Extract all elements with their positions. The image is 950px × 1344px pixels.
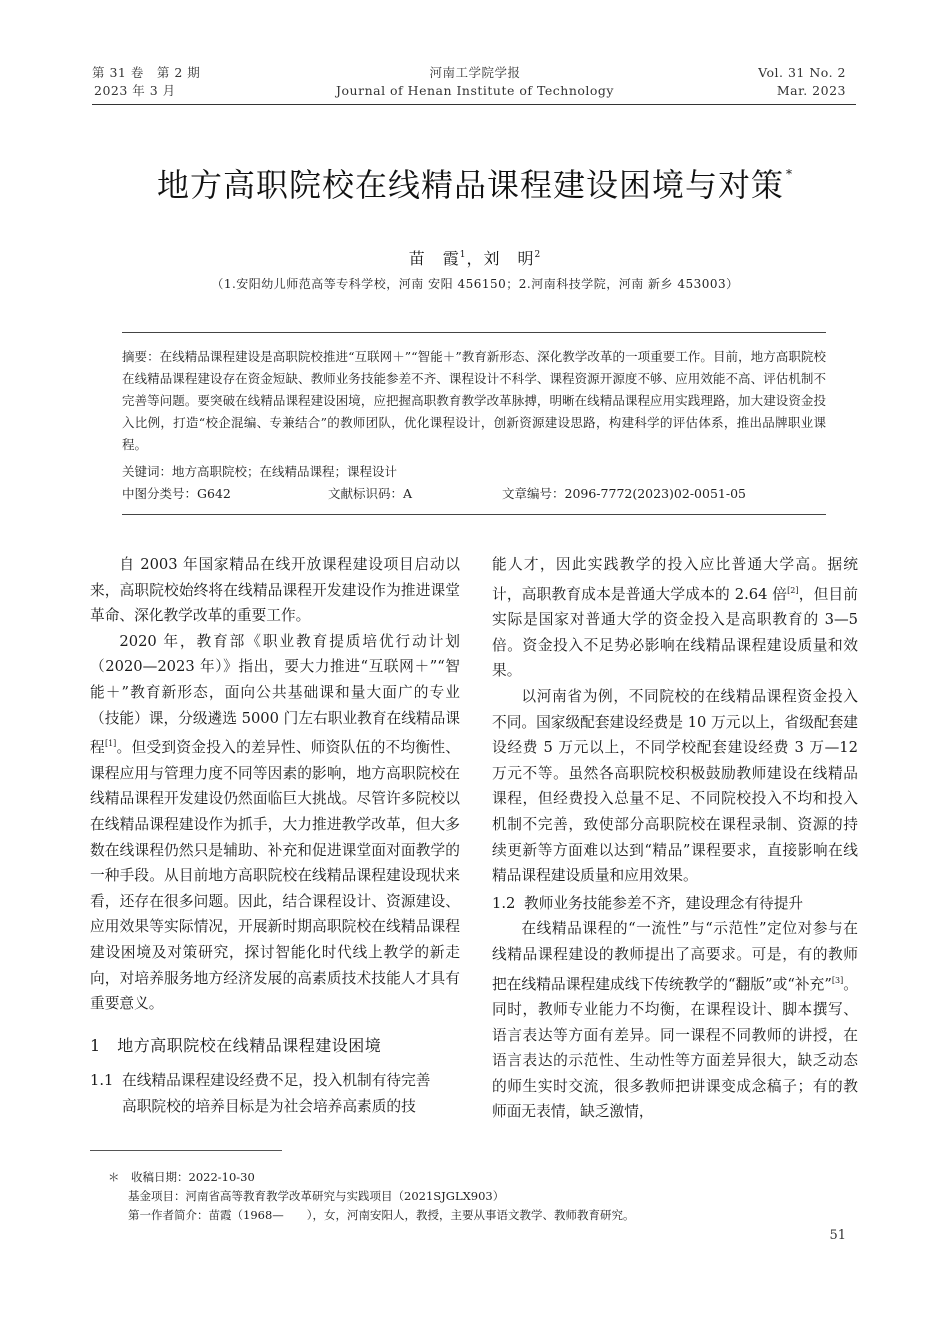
footnote-divider <box>90 1150 282 1151</box>
header-divider <box>92 104 856 105</box>
document-code: 文献标识码：A <box>328 486 413 501</box>
volume-issue-en: Vol. 31 No. 2 <box>758 65 846 80</box>
title-footnote-mark: * <box>786 167 793 181</box>
author-2: 刘 明 <box>483 249 535 268</box>
subsection-heading-1-1: 1.1 在线精品课程建设经费不足，投入机制有待完善 <box>90 1072 431 1090</box>
citation-ref: [2] <box>787 585 799 595</box>
abstract: 摘要：在线精品课程建设是高职院校推进“互联网＋”“智能＋”教育新形态、深化教学改革的一项重要工作。目前，地方高职院校在线精品课程建设存在资金短缺、教师业务技能参差不齐、课程设计不科学、课程资源开源度不够、应用效能不高、评估机制不完善等问题。要突破在线精品课程建设困境，应把握高职教育教学改革脉搏，明晰在线精品课程应用实践理路，加大建设资金投入比例，打造“校企混编、专兼结合”的教师团队，优化课程设计，创新资源建设思路，构建科学的评估体系，推出品牌职业课程。 <box>122 349 826 452</box>
author-1-affil-mark: 1 <box>459 250 467 260</box>
section-heading-1: 1 地方高职院校在线精品课程建设困境 <box>90 1035 382 1055</box>
subsection-heading-1-2: 1.2 教师业务技能参差不齐，建设理念有待提升 <box>492 894 804 912</box>
affiliations: （1.安阳幼儿师范高等专科学校，河南 安阳 456150；2.河南科技学院，河南 新乡 453003） <box>211 277 739 291</box>
paragraph: 高职院校的培养目标是为社会培养高素质的技 <box>122 1097 416 1115</box>
body-column-right <box>492 552 858 1125</box>
footnote-author-bio: 第一作者简介：苗霞（1968— ），女，河南安阳人，教授，主要从事语文教学、教师教育研究。 <box>128 1208 635 1222</box>
publication-date: 2023 年 3 月 <box>94 83 176 98</box>
paragraph: 自 2003 年国家精品在线开放课程建设项目启动以来，高职院校始终将在线精品课程开发建设作为推进课堂革命、深化教学改革的重要工作。 <box>90 556 460 625</box>
page-number: 51 <box>829 1228 846 1243</box>
volume-issue: 第 31 卷 第 2 期 <box>92 65 201 80</box>
article-number: 文章编号：2096-7772(2023)02-0051-05 <box>502 486 746 501</box>
author-2-affil-mark: 2 <box>534 250 542 260</box>
journal-name-cn: 河南工学院学报 <box>429 65 521 80</box>
citation-ref: [3] <box>831 975 844 985</box>
body-column-left <box>90 552 460 1119</box>
paragraph: 能人才，因此实践教学的投入应比普通大学高。据统计，高职教育成本是普通大学成本的 2.64 倍[2]，但目前实际是国家对普通大学的资金投入是高职教育的 3—5 倍。资金投入不足势必影响在线精品课程建设质量和效果。 <box>492 556 858 680</box>
footnote-fund: 基金项目：河南省高等教育教学改革研究与实践项目（2021SJGLX903） <box>128 1189 505 1203</box>
paper-title-text: 地方高职院校在线精品课程建设困境与对策 <box>156 166 784 204</box>
abstract-top-rule <box>122 332 826 333</box>
paragraph: 以河南省为例，不同院校的在线精品课程资金投入不同。国家级配套建设经费是 10 万元以上，省级配套建设经费 5 万元以上，不同学校配套建设经费 3 万—12 万元不等。虽然各高职院校积极鼓励教师建设在线精品课程，但经费投入总量不足、不同院校投入不均和投入机制不完善，致使部分高职院校在课程录制、资源的持续更新等方面难以达到“精品”课程要求，直接影响在线精品课程建设质量和应用效果。 <box>492 687 858 885</box>
journal-name-en: Journal of Henan Institute of Technology <box>336 83 614 98</box>
keywords: 关键词：地方高职院校；在线精品课程；课程设计 <box>122 464 398 479</box>
author-1: 苗 霞 <box>408 249 460 268</box>
abstract-bottom-rule <box>122 514 826 515</box>
author-separator: ， <box>466 249 484 268</box>
author-list <box>0 246 950 269</box>
paragraph: 2020 年，教育部《职业教育提质培优行动计划（2020—2023 年）》指出，要大力推进“互联网＋”“智能＋”教育新形态，面向公共基础课和量大面广的专业（技能）课，分级遴选 5000 门左右职业教育在线精品课程[1]。但受到资金投入的差异性、师资队伍的不均衡性、课程应用与管理力度不同等因素的影响，地方高职院校在线精品课程开发建设仍然面临巨大挑战。尽管许多院校以在线精品课程建设作为抓手，大力推进教学改革，但大多数在线课程仍然只是辅助、补充和促进课堂面对面教学的一种手段。从目前地方高职院校在线精品课程建设现状来看，还存在很多问题。因此，结合课程设计、资源建设、应用效果等实际情况，开展新时期高职院校在线精品课程建设困境及对策研究，探讨智能化时代线上教学的新走向，对培养服务地方经济发展的高素质技术技能人才具有重要意义。 <box>90 632 460 1013</box>
publication-date-en: Mar. 2023 <box>776 83 846 98</box>
footnote-received-date: ＊ 收稿日期：2022-10-30 <box>108 1170 255 1184</box>
paper-title <box>0 160 950 206</box>
running-header-right <box>758 64 846 100</box>
clc-number: 中图分类号：G642 <box>122 486 231 501</box>
citation-ref: [1] <box>104 739 117 749</box>
paragraph: 在线精品课程的“一流性”与“示范性”定位对参与在线精品课程建设的教师提出了高要求。可是，有的教师把在线精品课程建成线下传统教学的“翻版”或“补充”[3]。同时，教师专业能力不均衡，在课程设计、脚本撰写、语言表达等方面有差异。同一课程不同教师的讲授，在语言表达的示范性、生动性等方面差异很大，缺乏动态的师生实时交流，很多教师把讲课变成念稿子；有的教师面无表情，缺乏激情， <box>492 920 858 1121</box>
